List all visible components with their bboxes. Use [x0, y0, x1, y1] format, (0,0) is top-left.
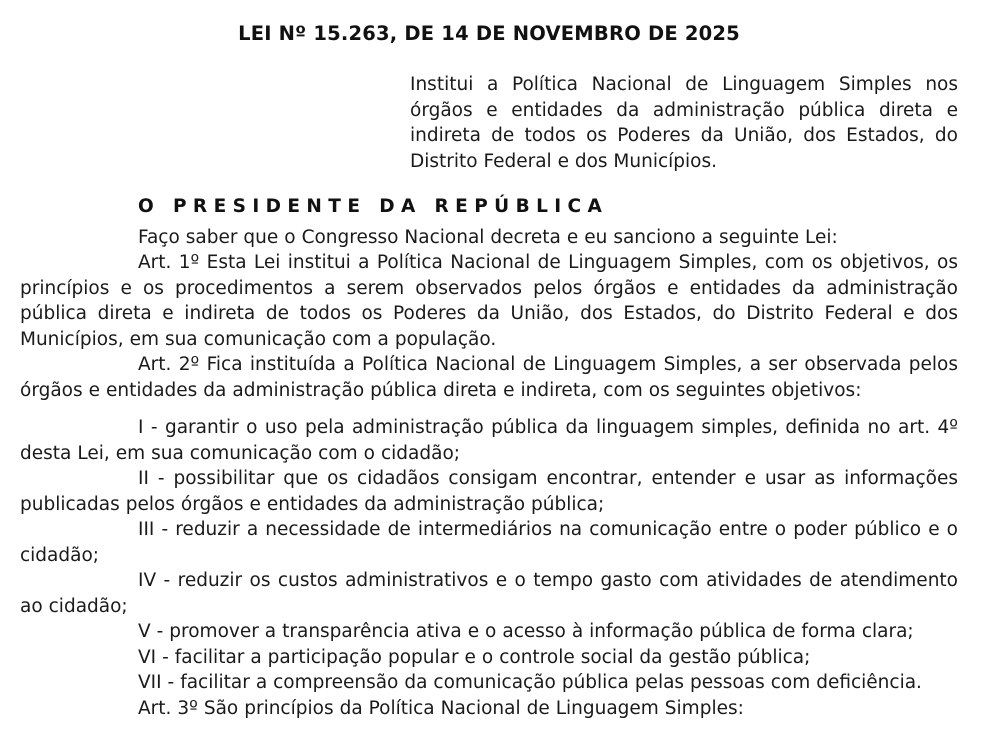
article-1-paragraph: Art. 1º Esta Lei institui a Política Nacional de Linguagem Simples, com os objetivos, os princípios e os procedimentos a serem observados pelos órgãos e entidades da administração pública direta e indireta de todos os Poderes da União, dos Estados, do Distrito Federal e dos Municípios, em sua comunicação com a população.	[20, 252, 958, 350]
inciso-iv: IV - reduzir os custos administrativos e o tempo gasto com atividades de atendimento ao cidadão;	[20, 570, 958, 617]
article-2-paragraph: Art. 2º Fica instituída a Política Nacional de Linguagem Simples, a ser observada pelos órgãos e entidades da administração pública direta e indireta, com os seguintes objetivos:	[20, 354, 958, 401]
inciso-ii: II - possibilitar que os cidadãos consigam encontrar, entender e usar as informações publicadas pelos órgãos e entidades da administração pública;	[20, 468, 958, 515]
inciso-vi: VI - facilitar a participação popular e o controle social da gestão pública;	[138, 646, 811, 668]
page-title: LEI Nº 15.263, DE 14 DE NOVEMBRO DE 2025	[238, 22, 740, 45]
ementa-text: Institui a Política Nacional de Linguagem Simples nos órgãos e entidades da administração pública direta e indireta de todos os Poderes da União, dos Estados, do Distrito Federal e dos Municípios.	[410, 74, 958, 172]
inciso-vii: VII - facilitar a compreensão da comunicação pública pelas pessoas com deficiência.	[138, 672, 922, 694]
inciso-v: V - promover a transparência ativa e o acesso à informação pública de forma clara;	[138, 621, 914, 643]
inciso-iii: III - reduzir a necessidade de intermediários na comunicação entre o poder público e o cidadão;	[20, 519, 958, 566]
ementa-container	[20, 72, 958, 174]
document-body	[20, 225, 958, 722]
president-heading: O PRESIDENTE DA REPÚBLICA	[138, 196, 609, 218]
inciso-i: I - garantir o uso pela administração pública da linguagem simples, definida no art. 4º desta Lei, em sua comunicação com o cidadão;	[20, 417, 958, 464]
preamble-paragraph: Faço saber que o Congresso Nacional decreta e eu sanciono a seguinte Lei:	[138, 226, 838, 248]
article-3-paragraph-clipped: Art. 3º São princípios da Política Nacional de Linguagem Simples:	[138, 697, 744, 719]
